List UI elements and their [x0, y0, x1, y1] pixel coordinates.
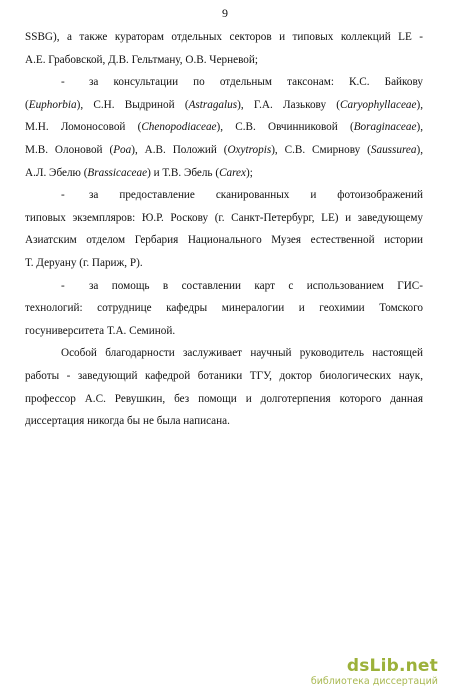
list-item — [25, 184, 423, 207]
text-line: Т. Деруану (г. Париж, P). — [25, 256, 143, 269]
list-dash: - — [61, 279, 65, 292]
text-fragment: ), Г.А. Лазькову ( — [237, 98, 341, 111]
text-line: диссертация никогда бы не была написана. — [25, 415, 230, 428]
watermark-logo: dsLib.net — [346, 656, 438, 676]
text-fragment: ), — [416, 98, 423, 111]
text-line: типовых экземпляров: Ю.Р. Роскову (г. Санкт-Петербург, LE) и заведующему — [25, 211, 423, 224]
taxon-name: Brassicaceae — [87, 166, 148, 179]
text-fragment: А.Л. Эбелю ( — [25, 166, 88, 179]
text-fragment: ), С.В. Овчинниковой ( — [216, 121, 354, 134]
text-line — [25, 116, 423, 139]
text-line: Азиатским отделом Гербария Национального Музея естественной истории — [25, 234, 423, 247]
text-fragment: М.В. Олоновой ( — [25, 143, 114, 156]
text-line: работы - заведующий кафедрой ботаники ТГУ, доктор биологических наук, — [25, 369, 423, 382]
taxon-name: Astragalus — [188, 98, 238, 111]
list-item — [25, 71, 423, 94]
text-line: технологий: сотруднице кафедры минералогии и геохимии Томского — [25, 302, 423, 315]
list-dash: - — [61, 189, 65, 202]
paragraph-first-line: Особой благодарности заслуживает научный руководитель настоящей — [61, 347, 423, 360]
text-fragment: ), А.В. Положий ( — [131, 143, 228, 156]
text-line — [25, 94, 423, 117]
watermark-subtitle: библиотека диссертаций — [310, 676, 438, 687]
text-line: госуниверситета Т.А. Семиной. — [25, 324, 176, 337]
document-body — [25, 26, 423, 433]
list-item-text: за предоставление сканированных и фотоизображений — [89, 189, 423, 202]
list-item — [25, 275, 423, 298]
site-watermark — [310, 656, 438, 690]
taxon-name: Caryophyllaceae — [340, 98, 417, 111]
text-fragment: ), С.Н. Выдриной ( — [76, 98, 189, 111]
text-line: SSBG), а также кураторам отдельных секторов и типовых коллекций LE - — [25, 31, 423, 43]
text-fragment: ) и Т.В. Эбель ( — [147, 166, 220, 179]
page-number: 9 — [222, 6, 228, 20]
taxon-name: Saussurea — [370, 143, 417, 156]
text-line — [25, 139, 423, 162]
text-line: профессор А.С. Ревушкин, без помощи и долготерпения которого данная — [25, 392, 423, 405]
text-fragment: М.Н. Ломоносовой ( — [25, 121, 142, 134]
text-fragment: ), — [416, 143, 423, 156]
text-fragment: ); — [246, 166, 253, 179]
taxon-name: Carex — [219, 166, 246, 179]
list-item-text: за консультации по отдельным таксонам: К.С. Байкову — [89, 76, 423, 89]
text-fragment: ( — [25, 98, 29, 111]
taxon-name: Chenopodiaceae — [141, 121, 217, 134]
taxon-name: Boraginaceae — [353, 121, 417, 134]
taxon-name: Euphorbia — [28, 98, 77, 111]
taxon-name: Poa — [113, 143, 132, 156]
text-fragment: ), — [416, 121, 423, 134]
text-line — [25, 162, 423, 185]
list-item-text: за помощь в составлении карт с использованием ГИС- — [89, 279, 423, 292]
list-dash: - — [61, 76, 65, 89]
text-line: А.Е. Грабовской, Д.В. Гельтману, О.В. Черневой; — [25, 53, 258, 66]
taxon-name: Oxytropis — [227, 143, 272, 156]
text-fragment: ), С.В. Смирнову ( — [271, 143, 371, 156]
